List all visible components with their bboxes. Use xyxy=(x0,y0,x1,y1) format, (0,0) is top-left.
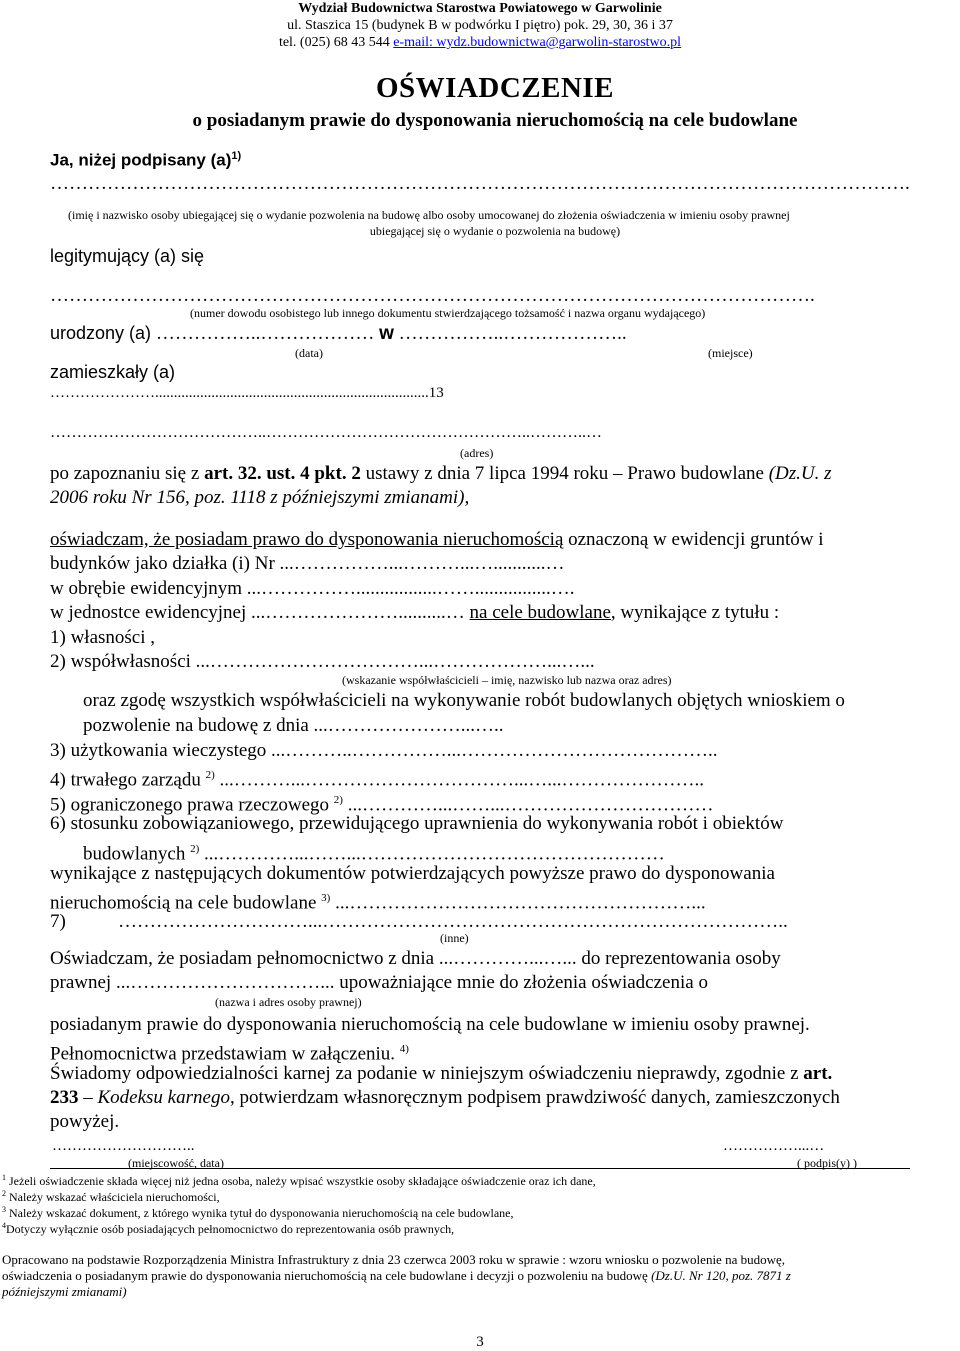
consent-line-1: oraz zgodę wszystkich współwłaścicieli na wykonywanie robót budowlanych objętych wnioskiem o xyxy=(83,690,845,711)
item-management[interactable]: 4) trwałego zarządu $^{2)}$ ...………...……………………………...…...………………….. xyxy=(50,769,705,791)
item-coownership-caption: (wskazanie współwłaścicieli – imię, nazwisko lub nazwa oraz adres) xyxy=(342,673,672,687)
declare-unit[interactable]: w jednostce ewidencyjnej ...…………………..........… na cele budowlane, wynikające z tytułu : xyxy=(50,602,780,623)
signature-field[interactable]: ……………...… xyxy=(723,1138,825,1154)
declare-parcel[interactable]: budynków jako działka (i) Nr ...……………...………...…...........… xyxy=(50,553,565,574)
footnote-2: $^2$ Należy wskazać właściciela nieruchomości, xyxy=(2,1189,220,1204)
aware-line-3: powyżej. xyxy=(50,1111,120,1132)
law-line-2: 2006 roku Nr 156, poz. 1118 z późniejszymi zmianami), xyxy=(50,487,470,508)
born-place-caption: (miejsce) xyxy=(708,346,753,360)
name-caption-1: (imię i nazwisko osoby ubiegającej się o wydanie pozwolenia na budowę albo osoby umocowanej do złożenia oświadczenia w imieniu osoby prawnej xyxy=(68,208,790,222)
born-place-field[interactable]: ……………..……………….. xyxy=(398,323,627,344)
header-address: ul. Staszica 15 (budynek B w podwórku I piętro) pok. 29, 30, 36 i 37 xyxy=(287,18,673,33)
footnote-1: $^1$ Jeżeli oświadczenie składa więcej niż jedna osoba, należy wpisać wszystkie osoby składające oświadczenie oraz ich dane, xyxy=(2,1173,596,1188)
basis-line-3: późniejszymi zmianami) xyxy=(2,1284,127,1299)
born-label: urodzony (a) xyxy=(50,323,152,343)
resident-label: zamieszkały (a) xyxy=(50,362,176,382)
born-w: w xyxy=(379,323,394,344)
page-number: 3 xyxy=(476,1334,484,1350)
name-caption-2: ubiegającej się o wydanie o pozwolenia na budowę) xyxy=(369,224,621,238)
page-subtitle: o posiadanym prawie do dysponowania nieruchomością na cele budowlane xyxy=(192,110,798,131)
born-date-caption: (data) xyxy=(295,346,323,360)
law-line-1: po zapoznaniu się z art. 32. ust. 4 pkt. 2 ustawy z dnia 7 lipca 1994 roku – Prawo budowlane (Dz.U. z xyxy=(50,463,832,484)
id-caption: (numer dowodu osobistego lub innego dokumentu stwierdzającego tożsamość i nazwa organu wydającego) xyxy=(190,306,706,320)
proxy-caption: (nazwa i adres osoby prawnej) xyxy=(215,995,362,1009)
docs-line-1: wynikające z następujących dokumentów potwierdzających powyższe prawo do dysponowania xyxy=(50,863,775,884)
name-dots[interactable]: ………………………………………………………………………………………………………………………. xyxy=(50,173,910,194)
header-contact xyxy=(0,34,960,51)
item-obligation-1: 6) stosunku zobowiązaniowego, przewidującego uprawnienia do wykonywania robót i obiektów xyxy=(50,813,784,834)
footnote-3: $^3$ Należy wskazać dokument, z którego wynika tytuł do dysponowania nieruchomością na cele budowlane, xyxy=(2,1205,514,1220)
proxy-line-1[interactable]: Oświadczam, że posiadam pełnomocnictwo z dnia ...…………...…... do reprezentowania osoby xyxy=(50,948,781,969)
basis-line-1: Opracowano na podstawie Rozporządzenia Ministra Infrastruktury z dnia 23 czerwca 2003 roku w sprawie : wzoru wniosku o pozwolenie na budowę, xyxy=(2,1252,786,1267)
item-perpetual[interactable]: 3) użytkowania wieczystego ...………..……………...………………………………….. xyxy=(50,740,718,761)
resident-caption: (adres) xyxy=(460,446,494,460)
item-coownership[interactable]: 2) współwłasności ...……………………………...………………...…... xyxy=(50,651,595,672)
declare-line-1: oświadczam, że posiadam prawo do dysponowania nieruchomością oznaczoną w ewidencji gruntów i xyxy=(50,529,824,550)
resident-field-1[interactable]: ………………….........................................................................13 xyxy=(50,385,444,401)
basis-line-2: oświadczenia o posiadanym prawie do dysponowania nieruchomością na cele budowlane i decyzji o pozwoleniu na budowę (Dz.U. Nr 120, poz. 7871 z xyxy=(2,1268,791,1283)
item-obligation-2[interactable]: budowlanych $^{2)}$ ...…………...……...………………………………………… xyxy=(83,843,665,865)
aware-line-2: 233 – Kodeksu karnego, potwierdzam własnoręcznym podpisem prawdziwość danych, zamieszczonych xyxy=(50,1087,840,1108)
born-date-field[interactable]: ……………..……………… xyxy=(155,323,375,344)
docs-line-2[interactable]: nieruchomością na cele budowlane $^{3)}$ ...………………………………………………... xyxy=(50,892,706,914)
signature-caption: ( podpis(y) ) xyxy=(797,1156,857,1170)
header-org: Wydział Budownictwa Starostwa Powiatowego w Garwolinie xyxy=(298,1,662,16)
item-other-field[interactable]: …………………………...……………………………………………………………….. xyxy=(118,911,788,932)
id-dots[interactable]: …………………………………………………………………………………………………………. xyxy=(50,285,815,306)
proxy-line-2[interactable]: prawnej ...…………………………... upoważniające mnie do złożenia oświadczenia o xyxy=(50,972,708,993)
item-other-caption: (inne) xyxy=(440,931,469,945)
footnote-divider xyxy=(50,1168,910,1169)
born-row xyxy=(50,323,627,345)
consent-line-2[interactable]: pozwolenie na budowę z dnia ...…………………...….. xyxy=(83,715,504,736)
ja-label: Ja, niżej podpisany $(a)^{1)}$ xyxy=(50,150,242,170)
item-ownership: 1) własności , xyxy=(50,627,156,648)
item-other-num: 7) xyxy=(50,911,66,932)
header-tel: tel. (025) 68 43 544 xyxy=(278,35,390,50)
place-date-caption: (miejscowość, data) xyxy=(128,1156,224,1170)
proxy-line-3: posiadanym prawie do dysponowania nieruchomością na cele budowlane w imieniu osoby prawnej. xyxy=(50,1014,810,1035)
header-email-link[interactable]: e-mail: wydz.budownictwa@garwolin-starostwo.pl xyxy=(393,35,682,50)
proxy-line-4: Pełnomocnictwa przedstawiam w załączeniu. $^{4)}$ xyxy=(50,1043,409,1065)
aware-line-1: Świadomy odpowiedzialności karnej za podanie w niniejszym oświadczeniu nieprawdy, zgodnie z art. xyxy=(50,1063,833,1084)
resident-field-2[interactable]: …………………………………..…………………………………………..………..… xyxy=(50,424,602,441)
item-limited-right[interactable]: 5) ograniczonego prawa rzeczowego $^{2)}$ ...…………...……...…………………………… xyxy=(50,794,714,816)
page-title: OŚWIADCZENIE xyxy=(375,72,615,104)
declare-precinct[interactable]: w obrębie ewidencyjnym ...…………….................……................…. xyxy=(50,578,575,599)
legit-label: legitymujący (a) się xyxy=(50,246,205,266)
place-date-field[interactable]: ……………………….. xyxy=(52,1138,195,1154)
footnote-4: $^4$Dotyczy wyłącznie osób posiadających pełnomocnictwo do reprezentowania osób prawnych, xyxy=(2,1221,455,1236)
